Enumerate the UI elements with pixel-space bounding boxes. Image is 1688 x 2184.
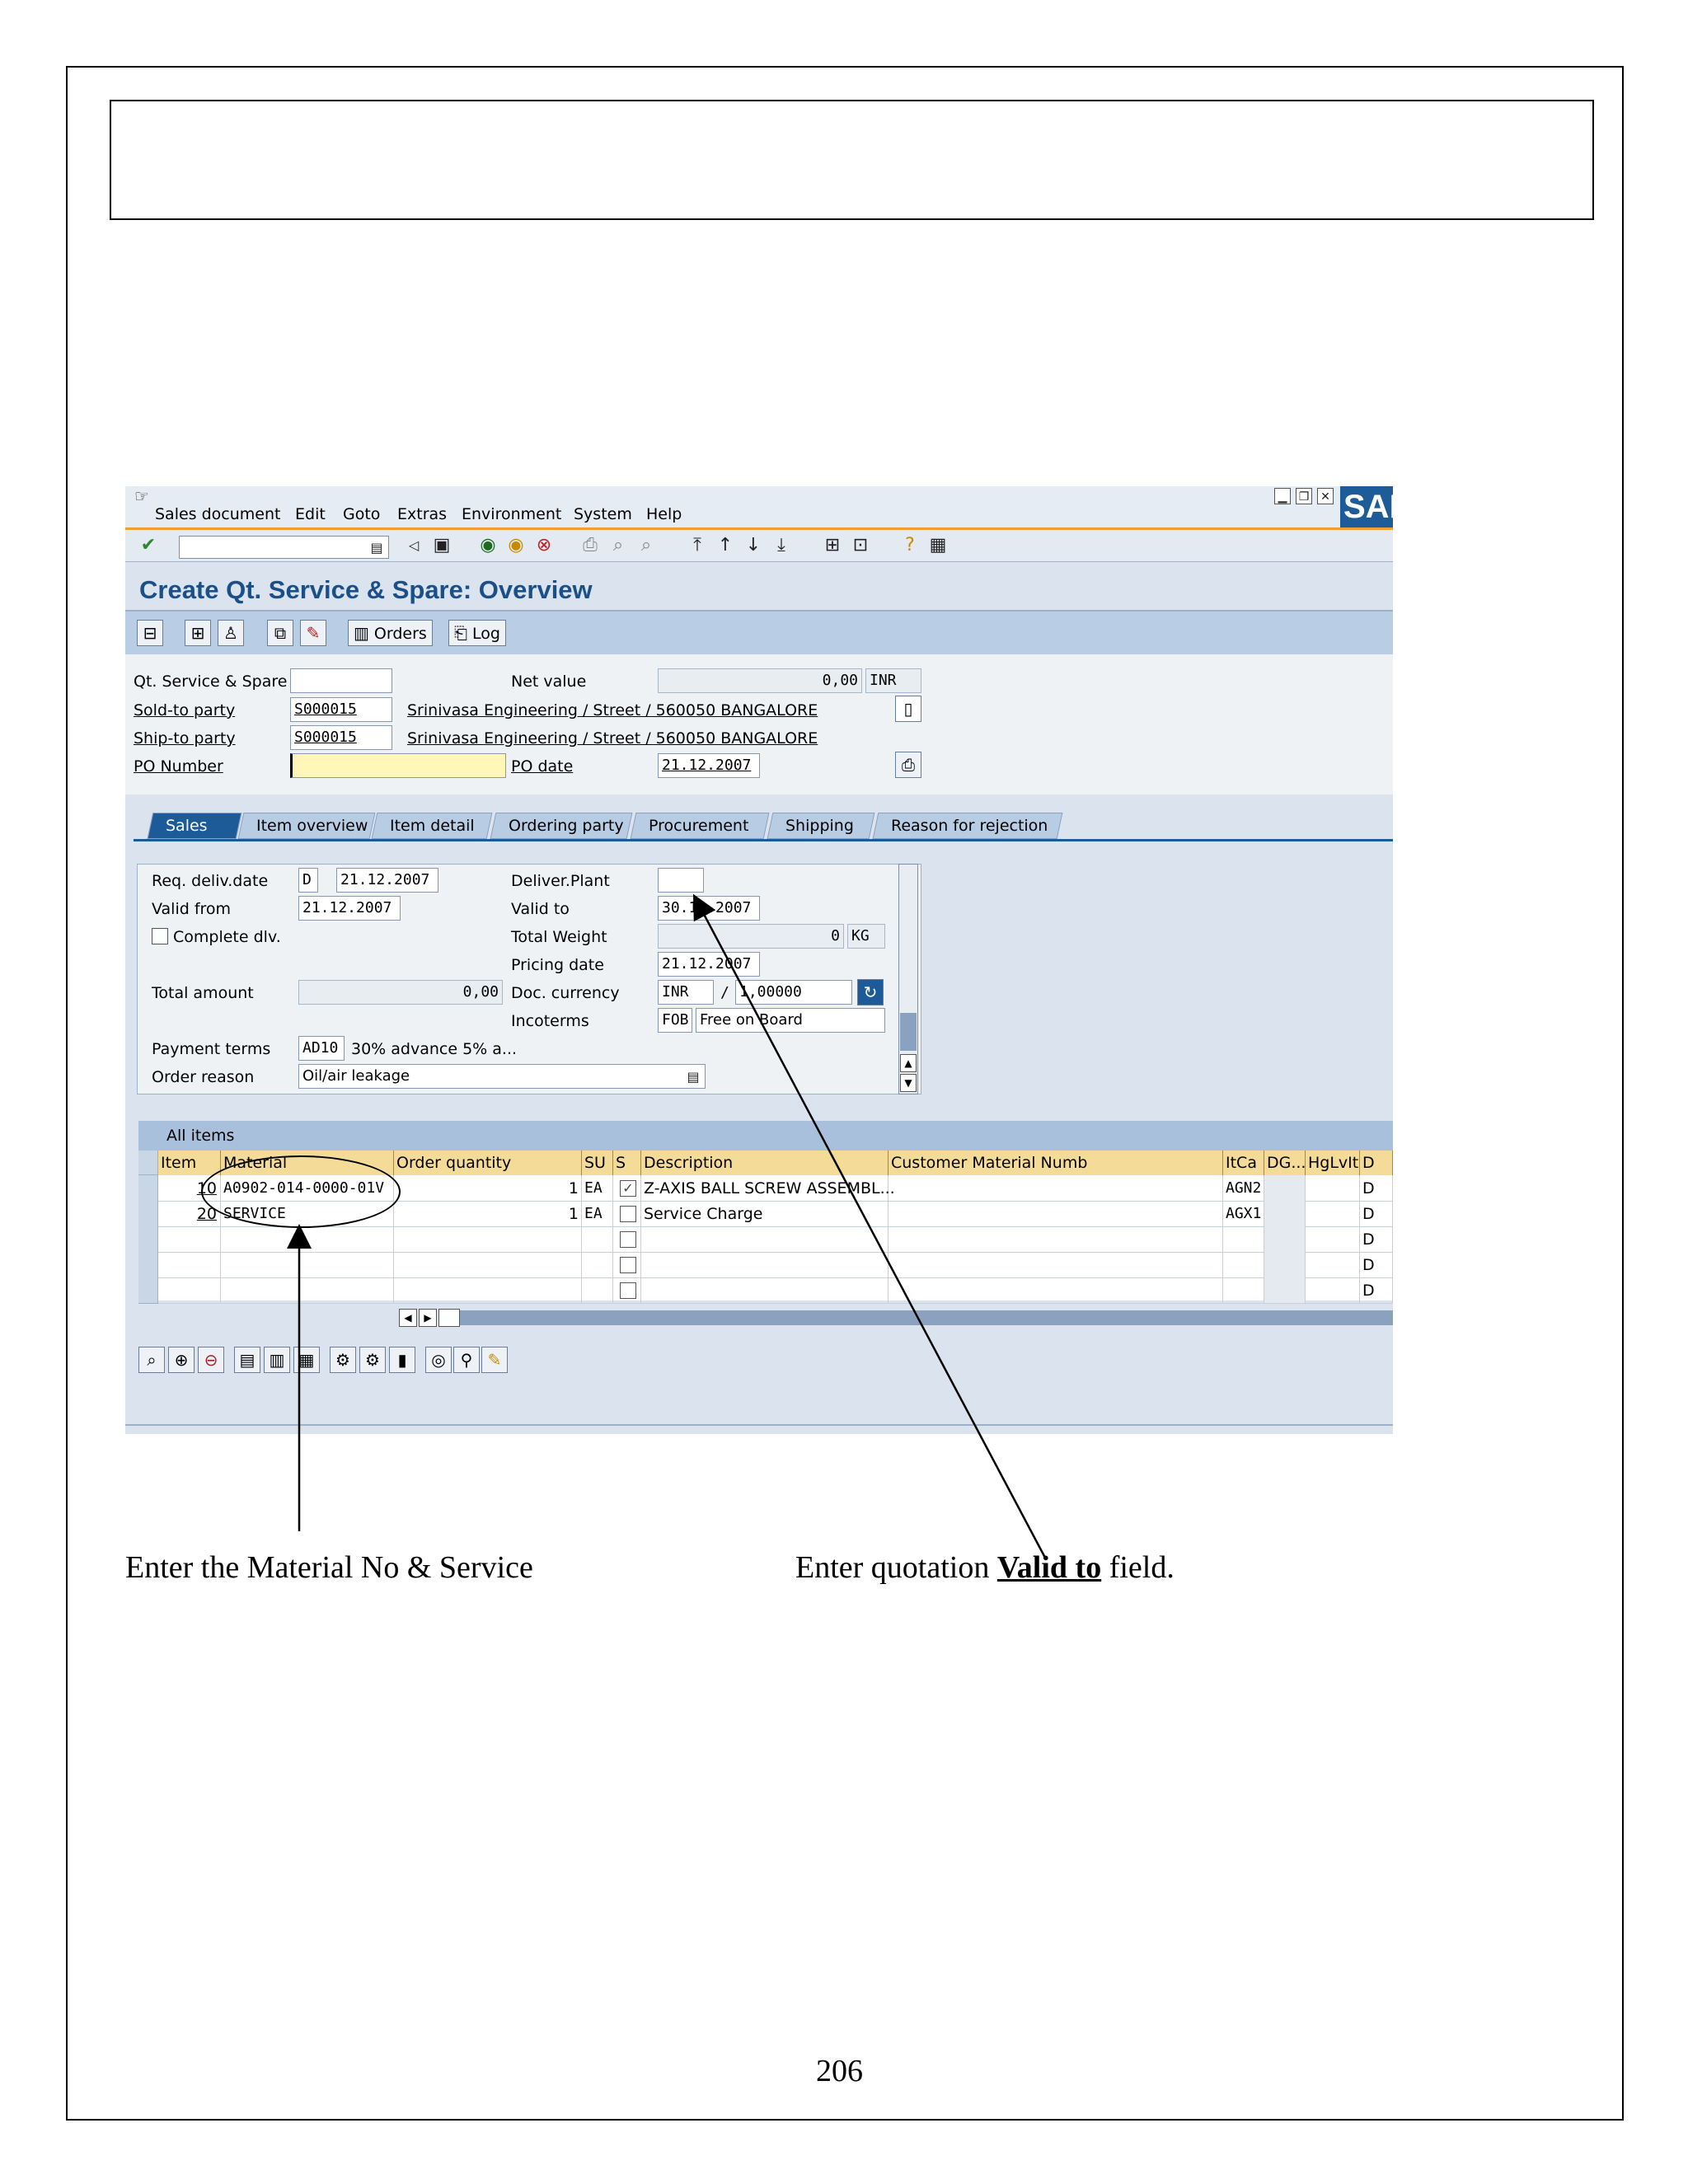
configure-icon[interactable]: ▦ bbox=[293, 1347, 320, 1373]
table-cell-d[interactable]: D bbox=[1360, 1175, 1393, 1202]
valid-to-label: Valid to bbox=[511, 900, 570, 918]
log-label: Log bbox=[472, 625, 500, 643]
doc-currency-label: Doc. currency bbox=[511, 984, 620, 1002]
total-weight-field: 0 bbox=[658, 924, 844, 949]
next-page-icon[interactable]: ↓ bbox=[745, 535, 762, 555]
menu-edit[interactable]: Edit bbox=[295, 505, 326, 523]
col-su-header[interactable]: SU bbox=[582, 1151, 613, 1175]
table-cell-d[interactable]: D bbox=[1360, 1277, 1393, 1304]
save-icon[interactable]: ▣ bbox=[433, 535, 451, 555]
prev-icon[interactable]: ◁ bbox=[408, 537, 420, 553]
order-reason-label: Order reason bbox=[152, 1068, 255, 1086]
payment-terms-text: 30% advance 5% a... bbox=[351, 1040, 518, 1058]
col-d-header[interactable]: D bbox=[1360, 1151, 1393, 1175]
right-caption bbox=[795, 1549, 1175, 1586]
all-items-label: All items bbox=[166, 1127, 235, 1145]
table-cell-material[interactable]: A0902-014-0000-01V bbox=[221, 1175, 394, 1202]
col-dg-header[interactable]: DG... bbox=[1264, 1151, 1306, 1175]
col-hglvit-header[interactable]: HgLvIt bbox=[1306, 1151, 1360, 1175]
total-weight-label: Total Weight bbox=[511, 928, 607, 946]
ship-to-address: Srinivasa Engineering / Street / 560050 BANGALORE bbox=[407, 729, 818, 748]
back-icon[interactable]: ◉ bbox=[480, 535, 496, 555]
col-s-header[interactable]: S bbox=[613, 1151, 641, 1175]
insert-row-icon[interactable]: ⊕ bbox=[168, 1347, 195, 1373]
item-number[interactable]: 20 bbox=[196, 1205, 217, 1223]
right-caption-bold: Valid to bbox=[996, 1550, 1102, 1585]
sold-to-address: Srinivasa Engineering / Street / 560050 BANGALORE bbox=[407, 701, 818, 719]
right-caption-prefix: Enter quotation bbox=[795, 1550, 997, 1585]
sold-to-label[interactable]: Sold-to party bbox=[134, 701, 236, 719]
tab-item-detail[interactable]: Item detail bbox=[372, 813, 493, 839]
payment-terms-label: Payment terms bbox=[152, 1040, 271, 1058]
valid-to-field[interactable]: 30.12.2007 bbox=[658, 896, 760, 921]
table-cell-order-quantity[interactable]: 1 bbox=[394, 1201, 582, 1227]
menu-help[interactable]: Help bbox=[646, 505, 682, 523]
menu-system[interactable]: System bbox=[574, 505, 632, 523]
payment-terms-field[interactable]: AD10 bbox=[298, 1036, 345, 1061]
total-weight-unit: KG bbox=[847, 924, 885, 949]
col-customer-material-header[interactable]: Customer Material Numb bbox=[889, 1151, 1223, 1175]
minimize-icon[interactable]: ▁ bbox=[1274, 488, 1291, 504]
ship-to-field[interactable]: S000015 bbox=[290, 725, 392, 750]
shortcut-icon[interactable]: ⊡ bbox=[852, 535, 869, 555]
menu-extras[interactable]: Extras bbox=[397, 505, 448, 523]
total-amount-label: Total amount bbox=[152, 984, 254, 1002]
exit-icon[interactable]: ◉ bbox=[508, 535, 524, 555]
table-cell-itca[interactable]: AGX1 bbox=[1223, 1201, 1264, 1227]
table-cell-itca[interactable]: AGN2 bbox=[1223, 1175, 1264, 1202]
copy-doc-icon[interactable]: ⧉ bbox=[267, 620, 293, 646]
print-icon[interactable]: ⎙ bbox=[583, 535, 598, 555]
menu-sales-document[interactable]: Sales document bbox=[155, 505, 281, 523]
complete-dlv-label: Complete dlv. bbox=[173, 928, 281, 946]
last-page-icon[interactable]: ⤓ bbox=[777, 535, 785, 555]
table-cell-su[interactable]: EA bbox=[582, 1201, 613, 1227]
new-session-icon[interactable]: ⊞ bbox=[824, 535, 841, 555]
menu-goto[interactable]: Goto bbox=[343, 505, 381, 523]
orders-label: Orders bbox=[373, 625, 427, 643]
page-number: 206 bbox=[816, 2054, 863, 2088]
refresh-rate-icon[interactable]: ↻ bbox=[857, 979, 884, 1005]
req-deliv-type-field[interactable]: D bbox=[298, 868, 318, 893]
layout-menu-icon[interactable]: ▦ bbox=[929, 535, 947, 555]
sold-to-doc-icon[interactable]: ▯ bbox=[895, 696, 921, 722]
sold-to-field[interactable]: S000015 bbox=[290, 697, 392, 722]
table-cell-description[interactable]: Service Charge bbox=[641, 1201, 889, 1227]
doc-currency-field[interactable]: INR bbox=[658, 980, 714, 1005]
scroll-down-icon[interactable]: ▼ bbox=[900, 1074, 917, 1092]
col-description-header[interactable]: Description bbox=[641, 1151, 889, 1175]
find-next-icon[interactable]: ⌕ bbox=[640, 535, 652, 555]
first-page-icon[interactable]: ⤒ bbox=[693, 535, 701, 555]
header-details-icon[interactable]: ⊞ bbox=[185, 620, 211, 646]
prev-page-icon[interactable]: ↑ bbox=[717, 535, 734, 555]
tab-sales[interactable]: Sales bbox=[148, 813, 242, 839]
command-dropdown-icon[interactable]: ▤ bbox=[370, 540, 383, 555]
valid-from-field[interactable]: 21.12.2007 bbox=[298, 896, 401, 921]
tab-ordering-party[interactable]: Ordering party bbox=[490, 813, 633, 839]
exchange-rate-field[interactable]: 1,00000 bbox=[735, 980, 852, 1005]
ship-to-label[interactable]: Ship-to party bbox=[134, 729, 236, 748]
item-details-icon[interactable]: ⌕ bbox=[138, 1347, 165, 1373]
po-date-field[interactable]: 21.12.2007 bbox=[658, 753, 760, 778]
order-reason-dropdown-icon[interactable]: ▤ bbox=[687, 1069, 700, 1085]
req-deliv-date-label: Req. deliv.date bbox=[152, 872, 269, 890]
exchange-separator: / bbox=[720, 984, 729, 1001]
log-icon: ⎗ bbox=[454, 623, 467, 643]
table-cell-d[interactable]: D bbox=[1360, 1252, 1393, 1278]
table-cell-d[interactable]: D bbox=[1360, 1201, 1393, 1227]
incoterms-label: Incoterms bbox=[511, 1012, 589, 1030]
search-item-icon[interactable]: ⚲ bbox=[453, 1347, 480, 1373]
partner-icon[interactable]: ♙ bbox=[218, 620, 244, 646]
menu-icon[interactable]: ☞ bbox=[134, 486, 149, 506]
net-currency-field: INR bbox=[865, 668, 921, 693]
restore-icon[interactable]: ❐ bbox=[1296, 488, 1312, 504]
scroll-up-icon[interactable]: ▲ bbox=[900, 1054, 917, 1072]
total-amount-field: 0,00 bbox=[298, 980, 503, 1005]
scroll-right-icon[interactable]: ▶ bbox=[419, 1309, 437, 1327]
col-order-quantity-header[interactable]: Order quantity bbox=[394, 1151, 582, 1175]
orders-icon: ▥ bbox=[354, 623, 369, 643]
page-title: Create Qt. Service & Spare: Overview bbox=[139, 575, 593, 604]
schedule-lines-icon[interactable]: ⚙ bbox=[359, 1347, 386, 1373]
po-number-label[interactable]: PO Number bbox=[134, 757, 223, 776]
tab-procurement[interactable]: Procurement bbox=[631, 813, 770, 839]
sap-logo: SAP bbox=[1340, 486, 1393, 527]
edit-item-icon[interactable]: ✎ bbox=[481, 1347, 508, 1373]
deselect-all-icon[interactable]: ▥ bbox=[264, 1347, 290, 1373]
qt-service-label: Qt. Service & Spare bbox=[134, 673, 288, 691]
scroll-left-icon[interactable]: ◀ bbox=[399, 1309, 417, 1327]
tab-item-overview[interactable]: Item overview bbox=[238, 813, 376, 839]
po-date-label[interactable]: PO date bbox=[511, 757, 574, 776]
cancel-icon[interactable]: ⊗ bbox=[536, 535, 552, 555]
enter-check-icon[interactable]: ✔ bbox=[140, 535, 157, 555]
po-detail-icon[interactable]: ⎙ bbox=[895, 752, 921, 778]
item-number[interactable]: 10 bbox=[196, 1179, 217, 1197]
req-deliv-date-field[interactable]: 21.12.2007 bbox=[336, 868, 438, 893]
valid-from-label: Valid from bbox=[152, 900, 232, 918]
net-value-label: Net value bbox=[511, 673, 587, 691]
close-icon[interactable]: ✕ bbox=[1317, 488, 1334, 504]
structure-checkbox[interactable]: ✓ bbox=[620, 1180, 636, 1197]
incoterms-code-field[interactable]: FOB bbox=[658, 1008, 692, 1033]
display-doc-header-icon[interactable]: ⊟ bbox=[137, 620, 163, 646]
mark-icon[interactable]: ◎ bbox=[425, 1347, 452, 1373]
select-all-icon[interactable]: ▤ bbox=[234, 1347, 260, 1373]
availability-icon[interactable]: ▮ bbox=[389, 1347, 415, 1373]
table-cell-order-quantity[interactable]: 1 bbox=[394, 1175, 582, 1202]
find-icon[interactable]: ⌕ bbox=[612, 535, 624, 555]
net-value-field: 0,00 bbox=[658, 668, 862, 693]
left-caption: Enter the Material No & Service bbox=[125, 1550, 533, 1585]
menu-environment[interactable]: Environment bbox=[462, 505, 562, 523]
pricing-date-label: Pricing date bbox=[511, 956, 604, 974]
table-cell-su[interactable]: EA bbox=[582, 1175, 613, 1202]
right-caption-suffix: field. bbox=[1101, 1550, 1175, 1585]
tab-shipping[interactable]: Shipping bbox=[767, 813, 875, 839]
pricing-date-field[interactable]: 21.12.2007 bbox=[658, 952, 760, 977]
col-item-header[interactable]: Item bbox=[158, 1151, 221, 1175]
col-material-header[interactable]: Material bbox=[221, 1151, 394, 1175]
table-cell-d[interactable]: D bbox=[1360, 1226, 1393, 1253]
delete-row-icon[interactable]: ⊖ bbox=[198, 1347, 224, 1373]
tab-reason-for-rejection[interactable]: Reason for rejection bbox=[873, 813, 1063, 839]
table-cell-material[interactable]: SERVICE bbox=[221, 1201, 394, 1227]
order-reason-value: Oil/air leakage bbox=[302, 1067, 410, 1085]
pricing-icon[interactable]: ✎ bbox=[300, 620, 326, 646]
table-cell-description[interactable]: Z-AXIS BALL SCREW ASSEMBL... bbox=[641, 1175, 889, 1202]
valid-to-arrow bbox=[699, 905, 1045, 1558]
pricing-item-icon[interactable]: ⚙ bbox=[330, 1347, 356, 1373]
help-icon[interactable]: ? bbox=[905, 535, 915, 555]
col-itca-header[interactable]: ItCa bbox=[1223, 1151, 1264, 1175]
incoterms-text-field[interactable]: Free on Board bbox=[696, 1008, 885, 1033]
deliver-plant-label: Deliver.Plant bbox=[511, 872, 610, 890]
